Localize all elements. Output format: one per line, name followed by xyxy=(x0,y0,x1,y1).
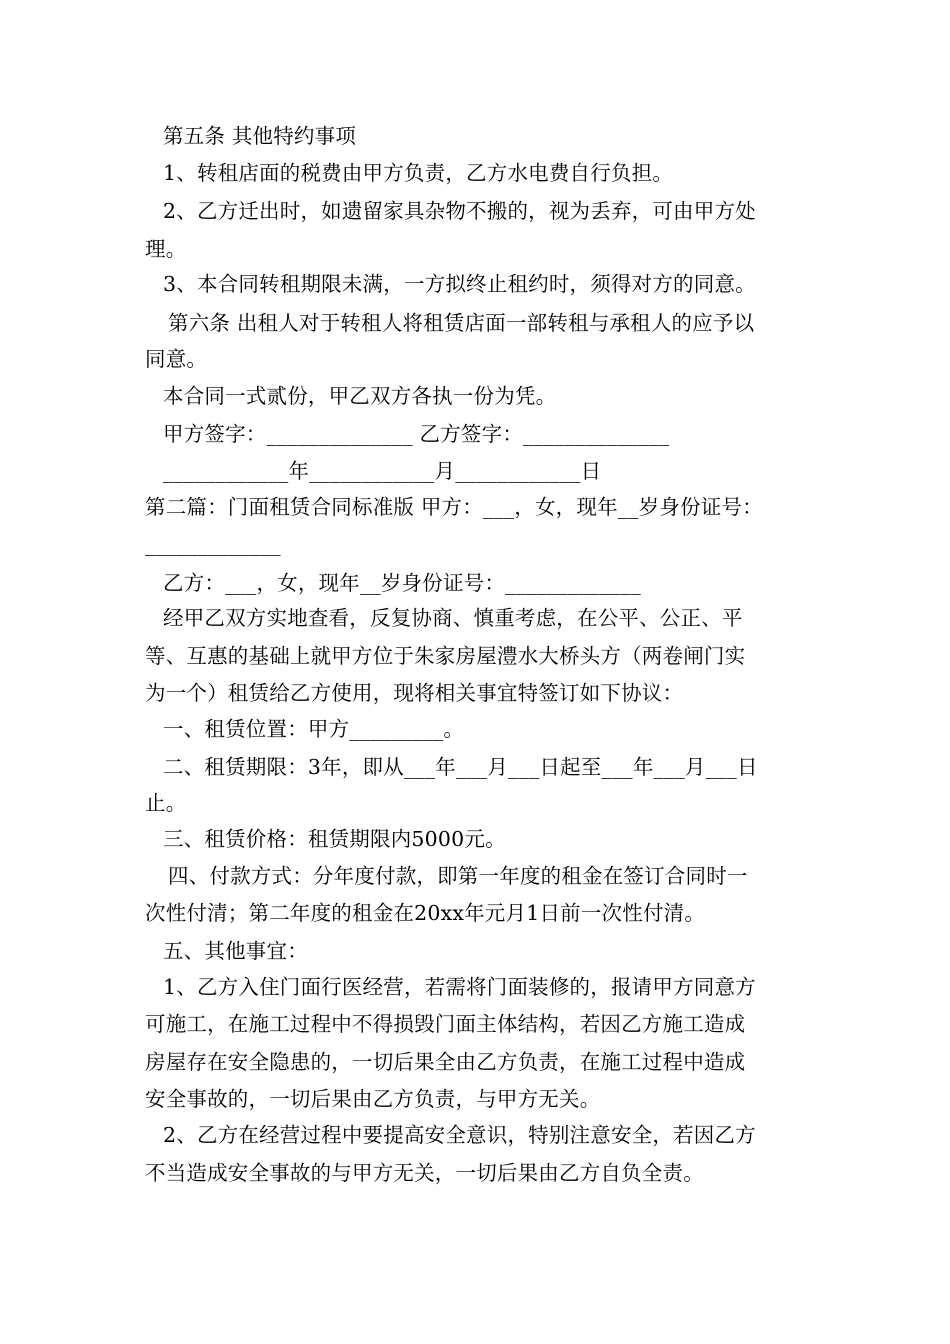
paragraph-line: 经甲乙双方实地查看，反复协商、慎重考虑，在公平、公正、平 xyxy=(163,606,743,630)
paragraph-line: 等、互惠的基础上就甲方位于朱家房屋澧水大桥头方（两卷闸门实 xyxy=(145,644,746,668)
paragraph-line: 止。 xyxy=(145,791,187,815)
paragraph-line: 理。 xyxy=(145,237,187,261)
section-heading: 第六条 出租人对于转租人将租赁店面一部转租与承租人的应予以 xyxy=(168,311,755,335)
paragraph-line: 五、其他事宜： xyxy=(163,939,308,963)
paragraph-line: 乙方：___，女，现年__岁身份证号：_____________ xyxy=(163,571,641,595)
paragraph-line: 安全事故的，一切后果由乙方负责，与甲方无关。 xyxy=(145,1087,601,1111)
paragraph-line: 可施工，在施工过程中不得损毁门面主体结构，若因乙方施工造成 xyxy=(145,1012,746,1036)
paragraph-line: _____________ xyxy=(145,532,281,556)
paragraph-line: 3、本合同转租期限未满，一方拟终止租约时，须得对方的同意。 xyxy=(163,272,756,296)
paragraph-line: 1、转租店面的税费由甲方负责，乙方水电费自行负担。 xyxy=(163,161,674,185)
paragraph-line: 不当造成安全事故的与甲方无关，一切后果由乙方自负全责。 xyxy=(145,1161,704,1185)
paragraph-line: 四、付款方式：分年度付款，即第一年度的租金在签订合同时一 xyxy=(168,864,748,888)
paragraph-line: 2、乙方迁出时，如遗留家具杂物不搬的，视为丢弃，可由甲方处 xyxy=(163,199,756,223)
paragraph-line: 一、租赁位置：甲方_________。 xyxy=(163,717,465,741)
signature-line: 甲方签字：______________ 乙方签字：______________ xyxy=(163,422,670,446)
paragraph-line: 房屋存在安全隐患的，一切后果全由乙方负责，在施工过程中造成 xyxy=(145,1050,746,1074)
date-line: ____________年____________月____________日 xyxy=(163,459,602,483)
section-heading: 第五条 其他特约事项 xyxy=(163,124,357,148)
paragraph-line: 同意。 xyxy=(145,347,208,371)
paragraph-line: 次性付清；第二年度的租金在20xx年元月1日前一次性付清。 xyxy=(145,901,706,925)
paragraph-line: 为一个）租赁给乙方使用，现将相关事宜特签订如下协议： xyxy=(145,681,684,705)
paragraph-line: 2、乙方在经营过程中要提高安全意识，特别注意安全，若因乙方 xyxy=(163,1123,756,1147)
paragraph-line: 三、租赁价格：租赁期限内5000元。 xyxy=(163,827,506,851)
paragraph-line: 二、租赁期限：3年，即从___年___月___日起至___年___月___日 xyxy=(163,755,758,779)
paragraph-line: 1、乙方入住门面行医经营，若需将门面装修的，报请甲方同意方 xyxy=(163,975,756,999)
article-title: 第二篇：门面租赁合同标准版 甲方：___，女，现年__岁身份证号： xyxy=(145,495,763,519)
paragraph-line: 本合同一式贰份，甲乙双方各执一份为凭。 xyxy=(163,384,557,408)
